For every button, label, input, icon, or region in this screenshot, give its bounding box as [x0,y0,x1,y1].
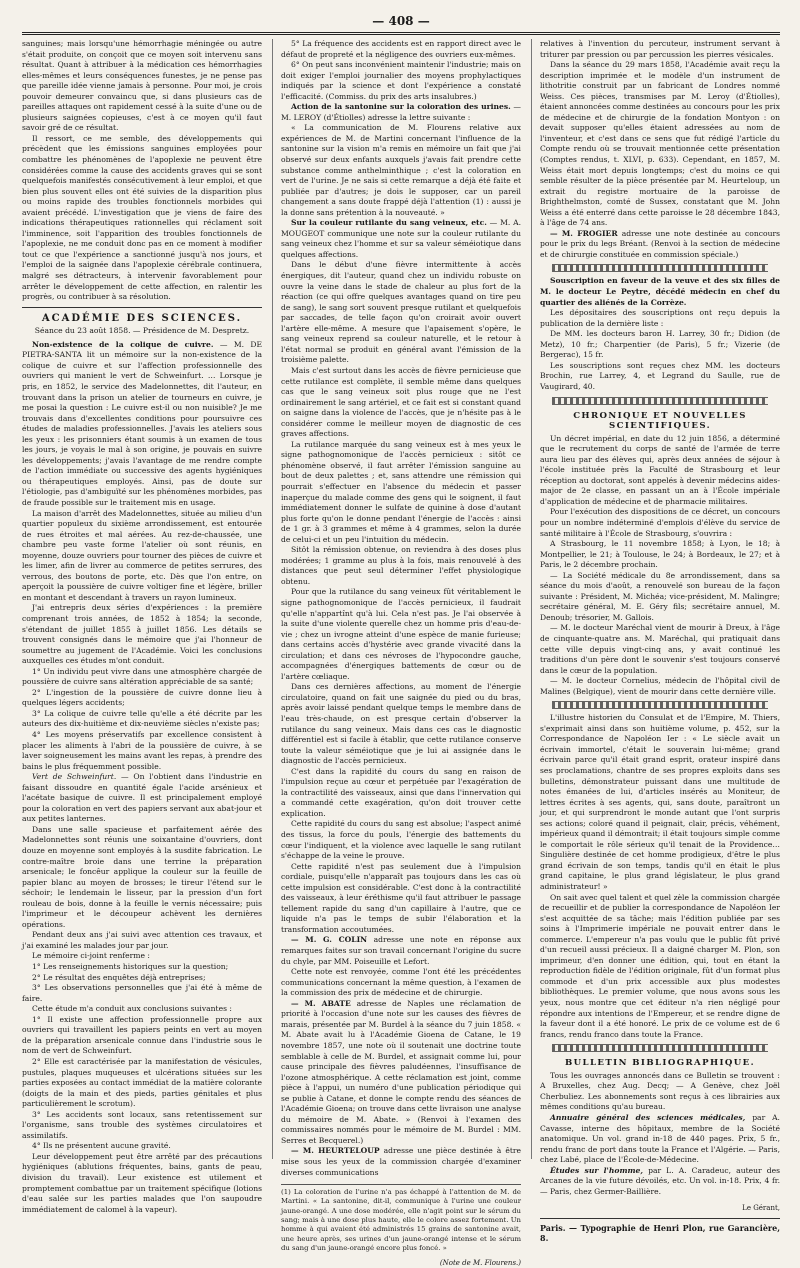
paragraph: Pour que la rutilance du sang veineux fût véritablement le signe pathognomonique de l'accès pernicieux, il faudrait qu'elle n'appartînt qu'à lui. Cela n'est pas. Je l'ai observée à la suite d'une violente querelle chez un homme pris d'eau-de-vie ; chez un ivrogne atteint d'une espèce de manie furieuse; dans certains accès d'hystérie avec grande vivacité dans la circulation; et dans ces névroses de l'hypocondre gauche, accompagnées d'énergiques battements de cœur ou de l'artère cœliaque. [281,587,521,681]
list-item: 3° Les observations personnelles que j'ai été à même de faire. [22,983,262,1003]
bibliography-entry [540,1113,780,1166]
book-title: Annuaire général des sciences médicales, [550,1112,746,1122]
paragraph-text: adresse une note destinée au concours pour le prix du legs Bréant. (Renvoi à la section de médecine et de chirurgie constituée en commission spéciale.) [540,228,780,259]
ornament-rule [552,701,768,709]
paragraph: — M. le docteur Maréchal vient de mourir à Dreux, à l'âge de cinquante-quatre ans. M. Maréchal, qui pratiquait dans cette ville depuis vingt-cinq ans, y avait continué les traditions d'un père dont le souvenir s'est toujours conservé dans le cœur de la population. [540,623,780,675]
paragraph: Cette rapidité n'est pas seulement due à l'impulsion cordiale, puisqu'elle n'apparaît pas toujours dans les cas où cette impulsion est considérable. C'est donc à la contractilité des vaisseaux, à leur éréthisme qu'il faut attribuer le passage tellement rapide du sang d'un capillaire à l'autre, que ce liquide n'a pas le temps de subir l'élaboration et la transformation accoutumées. [281,861,521,934]
paragraph: Dans une salle spacieuse et parfaitement aérée des Madelonnettes sont réunis une soixantaine d'ouvriers, dont douze en moyenne sont employés à la susdite fabrication. Le contre-maître broie dans une terrine la préparation arsenicale; le foncêur applique la couleur sur la feuille de papier blanc au moyen de brosses; le tireur l'étend sur le séchoir; le lendemain le lisseur, par la pression d'un fort rouleau de bois, donne à la feuille le vernis nécessaire; puis l'imprimeur et le découpeur achèvent les dernières opérations. [22,824,262,929]
conclusion-item: 3° La colique de cuivre telle qu'elle a été décrite par les auteurs des dix-huitième et dix-neuvième siècles n'existe pas; [22,708,262,729]
conclusion-item: 3° Les accidents sont locaux, sans retentissement sur l'organisme, sans trouble des systèmes circulatoires et assimilatifs. [22,1109,262,1140]
paragraph-text: adresse une note en réponse aux remarques faites sur son travail concernant l'origine du sucre du chyle, par MM. Poiseuille et Lefort. [281,935,521,966]
lead-in: Souscription en faveur de la veuve et des six filles de M. le docteur Le Peytre, décédé médecin en chef du quartier des aliénés de la Corrèze. [540,276,780,307]
conclusion-item: 1° Un individu peut vivre dans une atmosphère chargée de poussière de cuivre sans altération appréciable de sa santé; [22,666,262,687]
paragraph-text: (d'Étiolles) adresse la lettre suivante : [323,112,471,122]
paragraph-text: par A. Cavasse, interne des hôpitaux, membre de la Société anatomique. Un vol. grand in-18 de 440 pages. Prix, 5 fr., rendu franc de port dans toute la France et l'Algérie. — Paris, chez Labé, place de l'École-de-Médecine. [540,1112,780,1165]
paragraph: relatives à l'invention du percuteur, instrument servant à triturer par pression ou par percussion les pierres vésicales. [540,39,780,59]
paragraph: Cette rapidité du cours du sang est absolue; l'aspect animé des tissus, la force du pouls, l'énergie des battements du cœur l'indiquent, et la violence avec laquelle le sang rutilant s'échappe de la veine le prouve. [281,819,521,861]
author: — M. A. MOUGEOT [281,218,521,238]
seance-line: Séance du 23 août 1858. — Présidence de M. Despretz. [34,326,250,336]
paragraph: Les dépositaires des souscriptions ont reçu depuis la publication de la dernière liste : [540,308,780,328]
bibliography-entry [540,1166,780,1198]
paragraph: J'ai entrepris deux séries d'expériences : la première comprenant trois années, de 1852 à 1854; la seconde, s'étendant de juillet 1855 à juillet 1856. Les détails se trouvent consignés dans le mémoire que j'ai l'honneur de soumettre au jugement de l'Académie. Voici les conclusions auxquelles ces études m'ont conduit. [22,603,262,666]
top-rule [22,32,780,35]
subscription-heading [540,276,780,308]
conclusion-item: 2° L'ingestion de la poussière de cuivre donne lieu à quelques légers accidents; [22,687,262,708]
paragraph: Cette note est renvoyée, comme l'ont été les précédentes communications concernant la même question, à l'examen de la commission des prix de médecine et de chirurgie. [281,967,521,998]
lead-in: Action de la santonine sur la coloration des urines. [291,102,511,112]
book-title: Études sur l'homme, [550,1165,643,1175]
paragraph: L'illustre historien du Consulat et de l'Empire, M. Thiers, s'exprimait ainsi dans son huitième volume, p. 452, sur la Correspondance de Napoléon Ier : « Le siècle avait un écrivain immortel, c'était le souverain lui-même; grand écrivain parce qu'il était grand esprit, orateur inspiré dans ses proclamations, chantre de ses propres exploits dans ses bulletins, démonstrateur puissant dans une multitude de notes émanées de lui, d'articles insérés au Moniteur, de lettres écrites à ses agents, qui, sans doute, paraîtront un jour, et qui surprendront le monde autant que l'ont surpris ses actions; coloré quand il peignait, clair, précis, véhément, impérieux quand il démontrait; il était toujours simple comme le comportait le rôle sérieux qu'il tenait de la Providence… Singulière destinée de cet homme prodigieux, d'être le plus grand écrivain de son temps, tandis qu'il en était le plus grand capitaine, le plus grand législateur, le plus grand administrateur! » [540,713,780,892]
paragraph: Tous les ouvrages annoncés dans ce Bulletin se trouvent : A Bruxelles, chez Aug. Decq; — A Genève, chez Joël Cherbuliez. Les abonnements sont reçus à ces librairies aux mêmes conditions qu'au bureau. [540,1070,780,1112]
list-item: 2° Le résultat des enquêtes déjà entreprises; [32,972,206,982]
paragraph: La rutilance marquée du sang veineux est à mes yeux le signe pathognomonique de l'accès pernicieux : sitôt ce phénomène observé, il faut arrêter l'émission sanguine au bout de deux palettes ; et, sans attendre une rémission qui pourrait s'effectuer en l'absence du médecin et passer inaperçue du malade comme des gens qui le soignent, il faut immédiatement donner le sulfate de quinine à dose d'autant plus forte qu'on le donne pendant l'énergie de l'accès : ainsi de 1 gr. à 3 grammes et même à 4 grammes, selon la durée de celui-ci et un peu l'intuition du médecin. [281,439,521,544]
paragraph-text: communique une note sur la couleur rutilante du sang veineux chez l'homme et sur sa valeur séméiotique dans quelques affections. [281,228,521,259]
lead-in: Vert de Schweinfurt. [32,772,117,782]
footnote-text: (1) La coloration de l'urine n'a pas échappé à l'attention de M. de Martini. « La santonine, dit-il, communique à l'urine une couleur jaune-orangé. A une dose modérée, elle n'agit point sur le sérum du sang; mais à une dose plus haute, elle le colore assez fortement. Un homme à qui avaient été administrés 15 grains de santonine avait, une heure après, ses urines d'un jaune-orangé intense et le sérum du sang d'un jaune-orangé encore plus foncé. » [281,1188,521,1252]
conclusion-item: 4° Les moyens préservatifs par excellence consistent à placer les aliments à l'abri de la poussière de cuivre, à se laver soigneusement les mains avant les repas, à prendre des bains le plus fréquemment possible. [22,730,262,771]
conclusion-item: 6° On peut sans inconvénient maintenir l'industrie; mais on doit exiger l'emploi journalier des moyens prophylactiques indiqués par la science et dont l'expérience a constaté l'efficacité. (Commiss. du prix des arts insalubres.) [281,60,521,101]
footnote [281,1184,521,1268]
footnote-signature: (Note de M. Flourens.) [439,1259,521,1268]
paragraph: C'est dans la rapidité du cours du sang en raison de l'impulsion reçue au cœur et perpétuée par l'exagération de la contractilité des vaisseaux, ainsi que dans l'innervation qui a commandé cette exagération, qu'on doit trouver cette explication. [281,766,521,818]
paragraph [281,935,521,967]
list-item: 1° Les renseignements historiques sur la question; [32,962,229,972]
paragraph: Dans ces dernières affections, au moment de l'énergie circulatoire, quand on fait une saignée du pied ou du bras, après avoir laissé pendant quelque temps le membre dans de l'eau très-chaude, on est presque certain d'observer la rutilance du sang veineux. Mais dans ces cas le diagnostic différentiel est si facile à établir, que cette rutilance conserve toute la valeur séméiotique que je lui ai assignée dans le diagnostic de l'accès pernicieux. [281,682,521,766]
paragraph: Le mémoire ci-joint renferme : [32,951,150,961]
section-heading-chronique: CHRONIQUE ET NOUVELLES SCIENTIFIQUES. [573,410,747,432]
paragraph: Mais c'est surtout dans les accès de fièvre pernicieuse que cette rutilance est complète, il semble même dans quelques cas que le sang veineux soit plus rouge que ne l'est ordinairement le sang artériel, et ce fait est si constant quand on saigne dans la violence de l'accès, que je n'hésite pas à le considérer comme le meilleur moyen de diagnostic de ces graves affections. [281,365,521,439]
gerant-line: Le Gérant, [742,1204,780,1213]
author: — M. DE PIETRA-SANTA [22,339,263,360]
paragraph: Pour l'exécution des dispositions de ce décret, un concours pour un nombre indéterminé d'emplois d'élève du service de santé militaire à l'École de Strasbourg, s'ouvrira : [540,507,780,538]
paragraph: Les souscriptions sont reçues chez MM. les docteurs Brochin, rue Larrey, 4, et Legrand du Saulle, rue de Vaugirard, 40. [540,360,780,391]
author: — M. HEURTELOUP [291,1146,380,1156]
conclusion-item: 4° Ils ne présentent aucune gravité. [32,1141,171,1151]
ornament-rule [552,1044,768,1052]
paragraph: Cette étude m'a conduit aux conclusions suivantes : [32,1004,232,1014]
paragraph [540,229,780,261]
paragraph: sanguines; mais lorsqu'une hémorrhagie méningée ou autre s'était produite, on conçoit que ce moyen soit intervenu sans résultat. Quant à attribuer à la médication ces hémorrhagies elles-mêmes et leurs conséquences funestes, je ne pense pas que pareille idée vienne jamais à personne. Pour moi, je crois pouvoir demeurer convaincu que, si dans plusieurs cas de pareilles attaques ont rapidement cessé à la suite d'une ou de plusieurs saignées copieuses, c'est à ce moyen qu'il faut savoir gré de ce résultat. [22,39,262,133]
paragraph-text: — On l'obtient dans l'industrie en faisant dissoudre en quantité égale l'acide arsénieux et l'acétate basique de cuivre. Il est principalement employé pour la coloration en vert des papiers servant aux abat-jour et aux petites lanternes. [22,772,262,824]
lead-in: Non-existence de la colique de cuivre. [32,339,214,349]
paragraph [281,102,521,123]
paragraph-text: adresse de Naples une réclamation de priorité à l'occasion d'une note sur les causes des fièvres de marais, présentée par M. Burdel à la séance du 7 juin 1858. « M. Abate avait lu à l'Académie Gioena de Catane, le 19 novembre 1857, une note où il soutenait une doctrine toute semblable à celle de M. Burdel, et assignait comme lui, pour cause principale des fièvres paludéennes, l'insuffisance de l'ozone atmosphérique. A cette réclamation est joint, comme pièce à l'appui, un numéro d'une publication périodique qui se publie à Catane, et donne le compte rendu des séances de l'Académie Gioena; on trouve dans cette livraison une analyse du mémoire de M. Abate. » (Renvoi à l'examen des commissaires nommés pour le mémoire de M. Burdel : MM. Serres et Becquerel.) [281,998,522,1145]
paragraph: Dans la séance du 29 mars 1858, l'Académie avait reçu la description imprimée et le modèle d'un instrument de lithotritie construit par un fabricant de Londres nommé Weiss. Ces pièces, transmises par M. Leroy (d'Étiolles), étaient annoncées comme destinées au concours pour les prix de médecine et de chirurgie de la fondation Montyon : on devait supposer qu'elles étaient adressées au nom de l'inventeur, et c'est dans ce sens que fut rédigé l'article du Compte rendu où se trouvait mentionnée cette présentation (Comptes rendus, t. XLVI, p. 633). Cependant, en 1857, M. Weiss était mort depuis longtemps; c'est du moins ce qui semble résulter de la pièce présentée par M. Heurteloup, un extrait du registre mortuaire de la paroisse de Brighthelmston, comté de Sussex, constatant que M. John Weiss a été enterré dans cette paroisse le 28 décembre 1843, à l'âge de 74 ans. [540,60,780,228]
paragraph [22,772,262,825]
paragraph [281,1146,521,1178]
paragraph-text: par L. A. Caradeuc, auteur des Arcanes de la vie future dévoilés, etc. Un vol. in-18. Prix, 4 fr. — Paris, chez Germer-Baillière. [540,1165,780,1196]
paragraph: — La Société médicale du 8e arrondissement, dans sa séance du mois d'août, a renouvelé son bureau de la façon suivante : Président, M. Michéa; vice-président, M. Malingre; secrétaire général, M. E. Géry fils; secrétaire annuel, M. Denoub; trésorier, M. Gallois. [540,570,780,622]
lead-in: Sur la couleur rutilante du sang veineux, etc. [291,218,487,228]
paragraph [281,999,521,1147]
ornament-rule [552,397,768,405]
column-2 [272,39,522,1268]
column-1 [22,39,263,1214]
author: — M. LEROY [281,102,521,122]
divider [540,1218,780,1219]
paragraph: Un décret impérial, en date du 12 juin 1856, a déterminé que le recrutement du corps de santé de l'armée de terre aura lieu par des élèves qui, après deux années de séjour à l'école instituée près la Faculté de Strasbourg et leur réception au doctorat, sont appelés à devenir médecins aides-major de 2e classe, en passant un an à l'École impériale d'application de médecine et de pharmacie militaires. [540,433,780,506]
paragraph: Il ressort, ce me semble, des développements qui précèdent que les émissions sanguines employées pour combattre les phénomènes de l'apoplexie ne peuvent être considérées comme la cause des accidents graves qui se sont quelquefois manifestés consécutivement à leur emploi, et que bien plus souvent elles ont été suivies de la disparition plus ou moins rapide des troubles fonctionnels morbides qui avaient précédé. L'investigation que je viens de faire des indications thérapeutiques rationnelles qui réclament soit l'imminence, soit l'apparition des troubles fonctionnels de l'apoplexie, ne me conduit donc pas en ce moment à modifier tout ce que l'expérience a sanctionné jusqu'à nos jours, et l'emploi de la saignée dans l'apoplexie cérébrale continuera, malgré ses détracteurs, à intervenir favorablement pour arrêter le développement de cette affection, en ralentir les progrès, ou contribuer à sa résolution. [22,133,262,302]
paragraph [281,218,521,260]
author: — M. FROGIER [550,228,618,238]
divider [22,307,262,308]
columns [22,39,780,1268]
paragraph: — M. le docteur Cornelius, médecin de l'hôpital civil de Malines (Belgique), vient de mourir dans cette dernière ville. [540,676,780,696]
imprint-line: Paris. — Typographie de Henri Plon, rue Garancière, 8. [540,1222,780,1244]
paragraph: Sitôt la rémission obtenue, on reviendra à des doses plus modérées; 1 gramme au plus à la fois, mais renouvelé à des distances que peut seul déterminer l'effet physiologique obtenu. [281,545,521,586]
paragraph-text: adresse une pièce destinée à être mise sous les yeux de la commission chargée d'examiner diverses communications [281,1146,521,1177]
paragraph: « La communication de M. Flourens relative aux expériences de M. de Martini concernant l'influence de la santonine sur la vision m'a remis en mémoire un fait que j'ai observé sur deux enfants auxquels j'avais fait prendre cette substance comme anthelminthique ; c'est la coloration en vert de l'urine. Je ne sais si cette remarque a déjà été faite et publiée par d'autres; je dois le supposer, car un pareil changement a sans doute frappé déjà l'attention (1) : aussi je la donne sans prétention à la nouveauté. » [281,123,521,217]
conclusion-item: 5° La fréquence des accidents est en rapport direct avec le défaut de propreté et la négligence des ouvriers eux-mêmes. [281,39,521,59]
paragraph: Pendant deux ans j'ai suivi avec attention ces travaux, et j'ai examiné les malades jour par jour. [22,930,262,950]
paragraph: A Strasbourg, le 11 novembre 1858; à Lyon, le 18; à Montpellier, le 21; à Toulouse, le 24; à Bordeaux, le 27; et à Paris, le 2 décembre prochain. [540,539,780,570]
paragraph: La maison d'arrêt des Madelonnettes, située au milieu d'un quartier populeux du sixième arrondissement, est entourée de rues étroites et mal aérées. Au rez-de-chaussée, une chambre peu vaste forme l'atelier où sont réunis, en moyenne, douze ouvriers pour tourner des pièces de cuivre et les limer, afin de livrer au commerce de petites serrures, des verrous, des boutons de porte, etc. Dès que l'on entre, on aperçoit la poussière de cuivre voltiger fine et légère, briller en montant et descendant à travers un rayon lumineux. [22,508,262,602]
column-3 [531,39,780,1244]
paragraph [22,340,262,509]
paragraph: On sait avec quel talent et quel zèle la commission chargée de recueillir et de publier la correspondance de Napoléon Ier s'est acquittée de sa tâche; mais l'édition publiée par ses soins à l'Imprimerie impériale ne pouvait entrer dans le commerce. L'empereur n'a pas voulu que le public fût privé d'un recueil aussi précieux. Il a daigné charger M. Plon, son imprimeur, d'en donner une édition, qui, tout en étant la reproduction fidèle de l'édition originale, fût d'un format plus commode et d'un prix accessible aux plus modestes bibliothèques. Le premier volume, que nous avons sous les yeux, nous montre que cet éditeur n'a rien négligé pour répondre aux intentions de l'Empereur, et se rendre digne de la faveur dont il a été honoré. Le prix de ce volume est de 6 francs, rendu franco dans toute la France. [540,892,780,1039]
paragraph-text: lit un mémoire sur la non-existence de la colique de cuivre et sur l'affection professionnelle des ouvriers qui manient le vert de Schweinfurt. … Lorsque je pris, en 1852, le service des Madelonnettes, dit l'auteur, en trouvant dans la prison un atelier de tourneurs en cuivre, je me posai la question : Le cuivre est-il ou non nuisible? Je me trouvais dans d'excellentes conditions pour poursuivre ces études de maladies professionnelles. J'avais les ateliers sous les yeux : les prisonniers étant soumis à un examen de tous les jours, je voyais le mal à son origine, je pouvais en suivre les développements; j'avais l'avantage de me rendre compte de l'action immédiate ou successive des agents hygiéniques ou thérapeutiques employés. Ainsi, pas de doute sur l'étiologie, pas d'ambiguïté sur les phénomènes morbides, pas de fraude possible sur le traitement mis en usage. [22,350,262,507]
paragraph: Dans le début d'une fièvre intermittente à accès énergiques, dit l'auteur, quand chez un individu robuste on ouvre la veine dans le stade de chaleur au plus fort de la réaction (ce qui offre quelques avantages quand on tire peu de sang), le sang sort souvent presque rutilant et quelquefois par saccades, de telle façon qu'on croirait avoir ouvert l'artère elle-même. A mesure que l'apaisement s'opère, le sang veineux reprend sa couleur naturelle, et le retour à l'état normal se produit en général avant l'émission de la troisième palette. [281,260,521,365]
paragraph: De MM. les docteurs baron H. Larrey, 30 fr.; Didion (de Metz), 10 fr.; Charpentier (de Paris), 5 fr.; Vizerie (de Bergerac), 15 fr. [540,329,780,360]
author: — M. G. COLIN [291,935,368,945]
conclusion-item: 1° Il existe une affection professionnelle propre aux ouvriers qui travaillent les papiers peints en vert au moyen de la préparation arsenicale connue dans l'industrie sous le nom de vert de Schweinfurt. [22,1014,262,1056]
section-heading-bulletin: BULLETIN BIBLIOGRAPHIQUE. [564,1058,756,1069]
page-number: — 408 — [372,14,430,28]
page [22,14,780,1268]
section-heading-academie: ACADÉMIE DES SCIENCES. [41,312,243,324]
ornament-rule [552,264,768,272]
author: — M. ABATE [291,998,351,1008]
conclusion-item: 2° Elle est caractérisée par la manifestation de vésicules, pustules, plaques muqueuses et ulcérations situées sur les parties exposées au contact immédiat de la matière colorante (doigts de la main et des pieds, parties génitales et plus particulièrement le scrotum). [22,1056,262,1109]
paragraph: Leur développement peut être arrêté par des précautions hygiéniques (ablutions fréquentes, bains, gants de peau, division du travail). Leur existence est utilement et promptement combattue par un traitement spécifique (lotions d'eau salée sur les parties malades que l'on saupoudre immédiatement de calomel à la vapeur). [22,1151,262,1214]
